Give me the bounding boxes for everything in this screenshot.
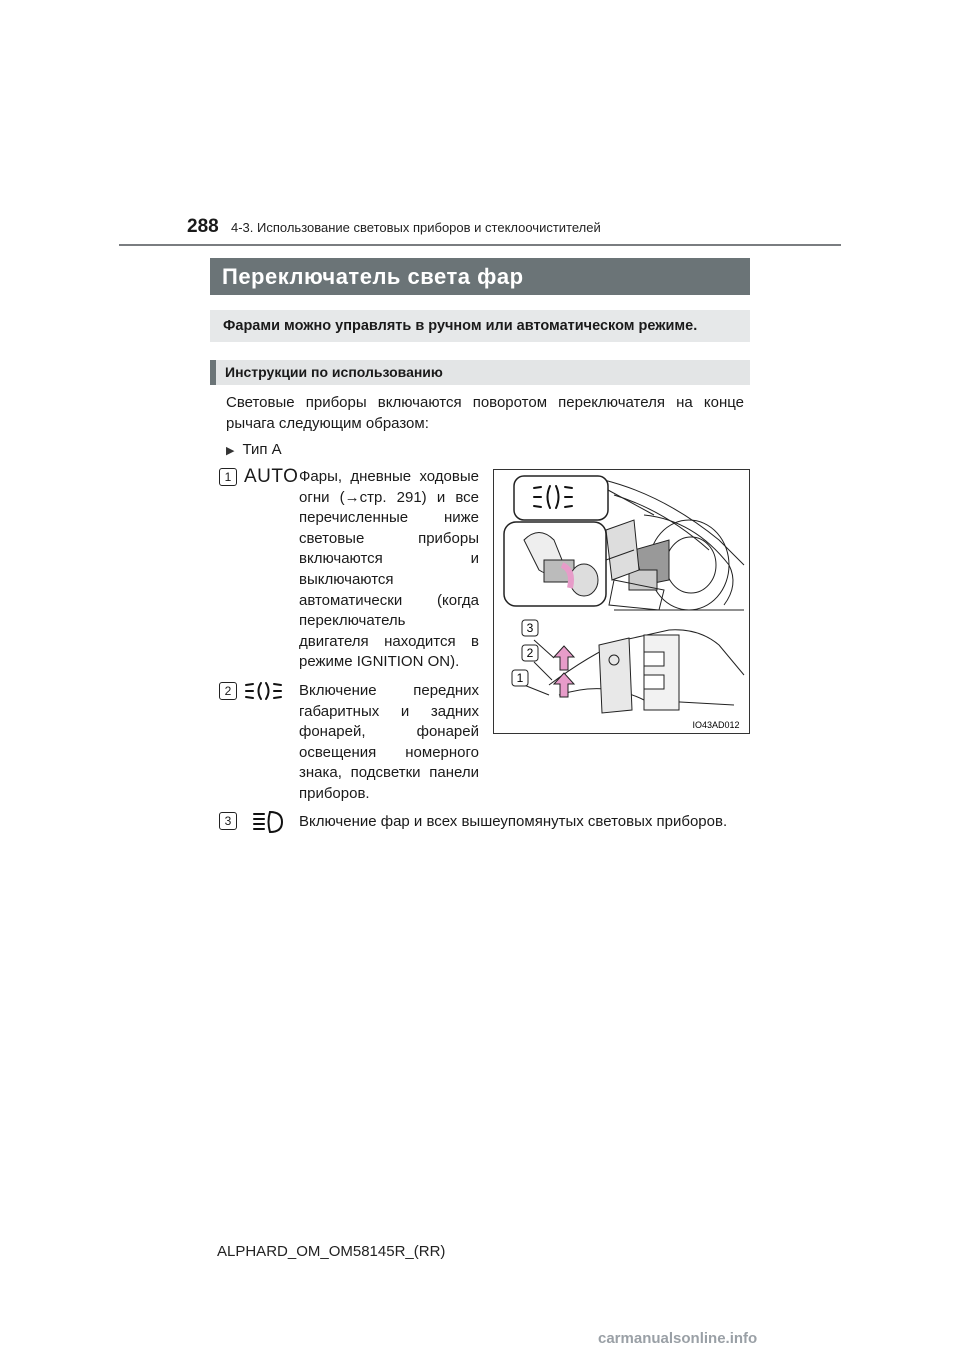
page-title: Переключатель света фар — [210, 258, 750, 295]
watermark: carmanualsonline.info — [598, 1330, 758, 1347]
item-text-headlamp: Включение фар и всех вышеупомянутых световых приборов. — [299, 813, 728, 830]
body-paragraph: Световые приборы включаются поворотом переключателя на конце рычага следующим образом: — [226, 394, 744, 432]
item-text-auto: Фары, дневные ходовые огни (→стр. 291) и все перечисленные ниже световые приборы включаются и выключаются автоматически (когда переключатель двигателя находится в режиме IGNITION ON). — [299, 468, 479, 671]
figure-callout-3: 3 — [526, 621, 534, 635]
item-number-badge: 1 — [219, 468, 237, 486]
type-bullet — [226, 440, 282, 461]
item-number-badge: 3 — [219, 812, 237, 830]
bullet-label: Тип А — [242, 441, 282, 458]
subsection-heading: Инструкции по использованию — [210, 360, 750, 385]
figure-callout-2: 2 — [526, 646, 534, 660]
figure-code: IO43AD012 — [692, 720, 740, 730]
page-number: 288 — [187, 216, 219, 237]
figure-callout-1: 1 — [516, 671, 524, 685]
document-code: ALPHARD_OM_OM58145R_(RR) — [217, 1243, 446, 1260]
intro-box: Фарами можно управлять в ручном или автоматическом режиме. — [210, 310, 750, 342]
item-text-tail: Включение передних габаритных и задних фонарей, фонарей освещения номерного знака, подсветки панели приборов. — [299, 682, 479, 802]
auto-mode-icon: AUTO — [244, 466, 299, 487]
triangle-bullet-icon: ▶ — [226, 445, 235, 457]
tail-lamp-icon — [244, 680, 290, 702]
switch-illustration — [493, 469, 750, 734]
headlamp-icon — [252, 810, 286, 834]
item-number-badge: 2 — [219, 682, 237, 700]
lever-illustration-svg — [494, 470, 749, 733]
header-divider — [119, 244, 841, 246]
section-label: 4-3. Использование световых приборов и стеклоочистителей — [231, 220, 601, 235]
